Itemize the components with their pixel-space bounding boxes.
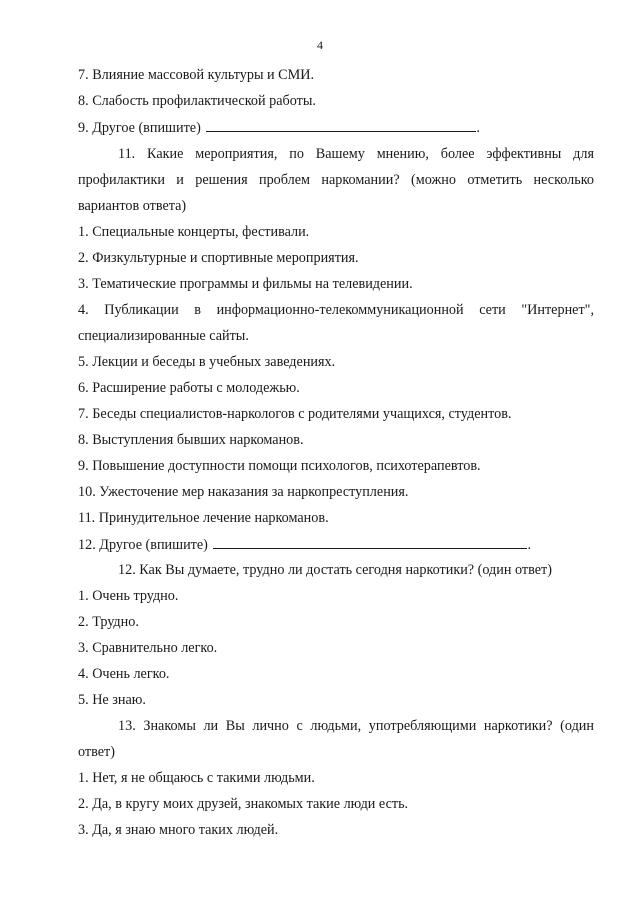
- other-option: [78, 536, 594, 553]
- option-item: 9. Повышение доступности помощи психологов, психотерапевтов.: [78, 458, 481, 474]
- other-option-end: .: [527, 537, 531, 553]
- option-item: 3. Тематические программы и фильмы на телевидении.: [78, 276, 413, 292]
- option-item: 1. Специальные концерты, фестивали.: [78, 224, 310, 240]
- other-option-label: 9. Другое (впишите): [78, 120, 201, 136]
- option-item: 3. Да, я знаю много таких людей.: [78, 822, 279, 838]
- option-item: 2. Да, в кругу моих друзей, знакомых такие люди есть.: [78, 796, 409, 812]
- option-item: 4. Публикации в информационно-телекоммуникационной сети "Интернет",: [78, 302, 594, 318]
- option-item: 1. Очень трудно.: [78, 588, 179, 604]
- option-item: 5. Не знаю.: [78, 692, 146, 708]
- option-item: 4. Очень легко.: [78, 666, 170, 682]
- other-option: [78, 119, 594, 136]
- option-item: 6. Расширение работы с молодежью.: [78, 380, 300, 396]
- option-item: 8. Слабость профилактической работы.: [78, 93, 316, 109]
- option-item: 1. Нет, я не общаюсь с такими людьми.: [78, 770, 315, 786]
- option-item: 7. Влияние массовой культуры и СМИ.: [78, 67, 315, 83]
- write-in-field[interactable]: [213, 536, 527, 549]
- other-option-end: .: [476, 120, 480, 136]
- option-item: 3. Сравнительно легко.: [78, 640, 218, 656]
- question-text: вариантов ответа): [78, 198, 187, 214]
- option-item: 2. Физкультурные и спортивные мероприятия.: [78, 250, 359, 266]
- option-item: 7. Беседы специалистов-наркологов с родителями учащихся, студентов.: [78, 406, 512, 422]
- question-text: 12. Как Вы думаете, трудно ли достать сегодня наркотики? (один ответ): [118, 562, 552, 578]
- write-in-field[interactable]: [206, 119, 476, 132]
- option-item: 11. Принудительное лечение наркоманов.: [78, 510, 329, 526]
- question-text: 11. Какие мероприятия, по Вашему мнению, более эффективны для: [118, 146, 594, 162]
- other-option-label: 12. Другое (впишите): [78, 537, 208, 553]
- option-item: специализированные сайты.: [78, 328, 249, 344]
- question-text: профилактики и решения проблем наркомании? (можно отметить несколько: [78, 172, 594, 188]
- option-item: 10. Ужесточение мер наказания за наркопреступления.: [78, 484, 409, 500]
- option-item: 2. Трудно.: [78, 614, 139, 630]
- question-text: ответ): [78, 744, 115, 760]
- page-number: 4: [317, 38, 323, 52]
- question-text: 13. Знакомы ли Вы лично с людьми, употребляющими наркотики? (один: [118, 718, 594, 734]
- option-item: 5. Лекции и беседы в учебных заведениях.: [78, 354, 336, 370]
- option-item: 8. Выступления бывших наркоманов.: [78, 432, 304, 448]
